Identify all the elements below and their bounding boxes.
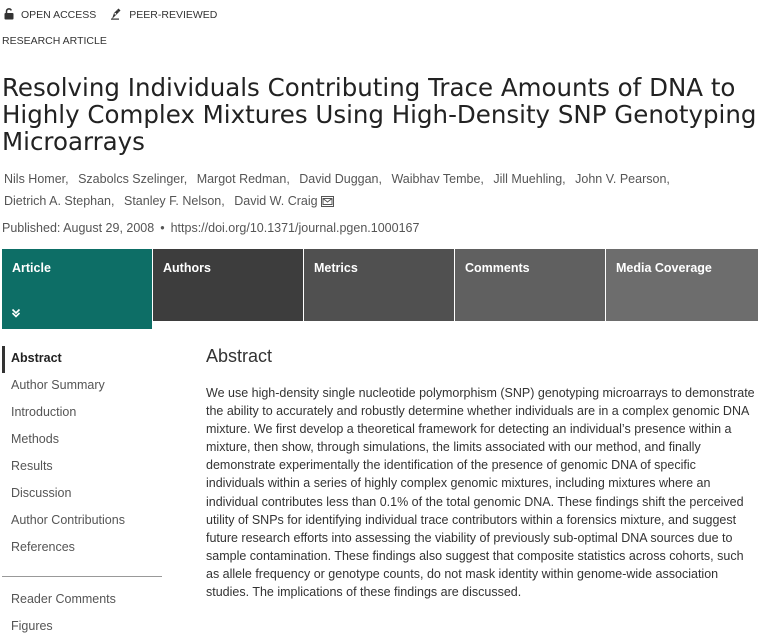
nav-item-figures[interactable]: Figures <box>11 619 53 633</box>
published-date: Published: August 29, 2008 <box>2 221 155 235</box>
tab-label: Authors <box>163 261 211 275</box>
article-tabs <box>2 249 758 329</box>
separator-dot: • <box>160 221 165 235</box>
article-title: Resolving Individuals Contributing Trace Amounts of DNA to Highly Complex Mixtures Using High-Density SNP Genotyping Microarrays <box>2 73 757 156</box>
tab-label: Media Coverage <box>616 261 712 275</box>
author-name[interactable]: David W. Craig <box>234 194 318 208</box>
publication-meta <box>2 221 419 235</box>
author-name[interactable]: Jill Muehling <box>493 172 563 186</box>
nav-item-methods[interactable]: Methods <box>11 432 59 446</box>
nav-item-author-contributions[interactable]: Author Contributions <box>11 513 125 527</box>
author-name[interactable]: Margot Redman <box>196 172 287 186</box>
nav-item-references[interactable]: References <box>11 540 75 554</box>
author-link[interactable]: David Duggan, <box>299 172 382 186</box>
tab-label: Comments <box>465 261 530 275</box>
open-access-label: OPEN ACCESS <box>21 9 97 21</box>
article-type: RESEARCH ARTICLE <box>2 35 107 47</box>
author-link[interactable] <box>234 194 333 208</box>
doi-link[interactable]: https://doi.org/10.1371/journal.pgen.1000167 <box>170 221 420 235</box>
open-lock-icon <box>4 8 21 23</box>
tab-media-coverage[interactable] <box>606 249 758 321</box>
nav-item-abstract[interactable]: Abstract <box>2 346 164 373</box>
peer-reviewed-label: PEER-REVIEWED <box>129 9 218 21</box>
section-nav <box>2 346 164 641</box>
nav-divider <box>2 576 162 577</box>
author-link[interactable]: Margot Redman, <box>196 172 290 186</box>
author-link[interactable]: Szabolcs Szelinger, <box>78 172 188 186</box>
double-chevron-down-icon <box>11 307 21 321</box>
open-access-badge <box>4 8 96 23</box>
nav-item-discussion[interactable]: Discussion <box>11 486 72 500</box>
peer-reviewed-icon <box>110 7 129 23</box>
nav-item-results[interactable]: Results <box>11 459 53 473</box>
access-badges <box>4 7 231 23</box>
author-name[interactable]: David Duggan <box>299 172 379 186</box>
author-link[interactable]: Jill Muehling, <box>493 172 566 186</box>
author-name[interactable]: Szabolcs Szelinger <box>78 172 184 186</box>
author-name[interactable]: Nils Homer <box>4 172 66 186</box>
nav-item-author-summary[interactable]: Author Summary <box>11 378 105 392</box>
abstract-heading: Abstract <box>206 346 273 366</box>
tab-metrics[interactable] <box>304 249 454 321</box>
author-name[interactable]: Dietrich A. Stephan <box>4 194 112 208</box>
author-list <box>4 168 704 214</box>
author-name[interactable]: Stanley F. Nelson <box>123 194 222 208</box>
tab-article[interactable] <box>2 249 152 329</box>
author-link[interactable]: Waibhav Tembe, <box>391 172 484 186</box>
author-name[interactable]: John V. Pearson <box>575 172 667 186</box>
nav-item-reader-comments[interactable]: Reader Comments <box>11 592 116 606</box>
abstract-text: We use high-density single nucleotide polymorphism (SNP) genotyping microarrays to demonstrate the ability to accurately and robustly determine whether individuals are in a complex genomic DNA mixture. We first develop a theoretical framework for detecting an individual’s presence within a mixture, then show, through simulations, the limits associated with our method, and finally demonstrate experimentally the identification of the presence of genomic DNA of specific individuals within a series of highly complex genomic mixtures, including mixtures where an individual contributes less than 0.1% of the total genomic DNA. These findings shift the perceived utility of SNPs for identifying individual trace contributors within a forensics mixture, and suggest future research efforts into assessing the viability of previously sub-optimal DNA sources due to sample contamination. These findings also suggest that composite statistics across cohorts, such as allele frequency or genotype counts, do not mask identity within genome-wide association studies. The implications of these findings are discussed. <box>206 386 755 600</box>
nav-item-introduction[interactable]: Introduction <box>11 405 77 419</box>
tab-comments[interactable] <box>455 249 605 321</box>
peer-reviewed-badge <box>110 7 217 23</box>
tab-authors[interactable] <box>153 249 303 321</box>
author-link[interactable]: Nils Homer, <box>4 172 69 186</box>
author-link[interactable]: John V. Pearson, <box>575 172 670 186</box>
author-name[interactable]: Waibhav Tembe <box>391 172 481 186</box>
author-link[interactable]: Dietrich A. Stephan, <box>4 194 115 208</box>
tab-label: Metrics <box>314 261 358 275</box>
tab-label: Article <box>12 261 51 275</box>
author-link[interactable]: Stanley F. Nelson, <box>123 194 225 208</box>
envelope-icon[interactable] <box>321 192 334 214</box>
